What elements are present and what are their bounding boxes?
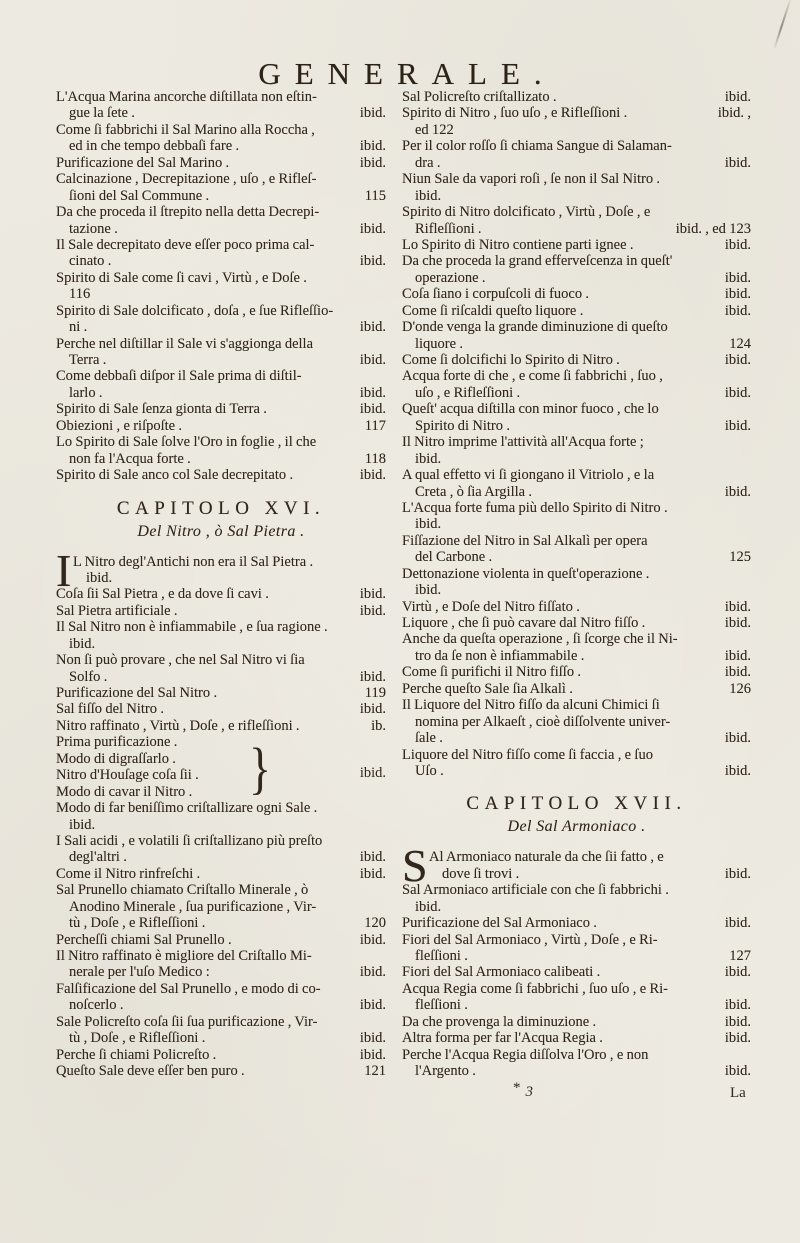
toc-line	[56, 948, 386, 964]
toc-line-text: Spirito di Sale anco col Sale decrepitato .	[56, 467, 294, 484]
toc-line	[56, 899, 386, 915]
toc-line-text: Creta , ò ſia Argilla .	[415, 483, 533, 500]
toc-line-text: Spirito di Nitro .	[415, 417, 510, 434]
toc-line-text: Il Nitro raffinato è migliore del Criſtallo Mi-	[56, 948, 312, 964]
toc-line-text: cinato .	[69, 253, 112, 270]
page-ref: 126	[729, 680, 751, 697]
toc-line-text: Dettonazione violenta in queſt'operazione .	[402, 565, 650, 582]
toc-line-text: Altra forma per far l'Acqua Regia .	[402, 1030, 603, 1047]
toc-line	[56, 751, 386, 767]
page-ref: ibid.	[359, 1030, 386, 1047]
toc-line-text: ibid.	[69, 816, 96, 833]
page-ref: ibid.	[724, 1013, 751, 1030]
signature-star: *	[513, 1080, 521, 1096]
toc-line	[56, 385, 386, 401]
page-ref: ibid.	[359, 253, 386, 270]
toc-line-text: Coſa ſii Sal Pietra , e da dove ſi cavi .	[56, 586, 269, 603]
signature-mark	[513, 1080, 533, 1100]
toc-line-text: ſale .	[415, 730, 443, 747]
toc-line	[56, 701, 386, 717]
toc-line-text: tazione .	[69, 220, 118, 237]
signature-number: 3	[525, 1084, 533, 1100]
toc-line-text: ni .	[69, 319, 88, 336]
toc-line-text: Sal Pietra artificiale .	[56, 602, 178, 619]
toc-line	[56, 669, 386, 685]
toc-line	[56, 138, 386, 154]
toc-line-text: Come ſi purifichi il Nitro fiſſo .	[402, 664, 582, 681]
page-ref: ibid.	[359, 220, 386, 237]
toc-line-text: ibid.	[69, 635, 96, 652]
toc-line	[56, 800, 386, 816]
toc-line-text: Percheſſi chiami Sal Prunello .	[56, 931, 232, 948]
page-ref: ibid. , ed 123	[675, 220, 751, 237]
toc-line-text: I Sali acidi , e volatili ſi criſtallizano più preſto	[56, 832, 323, 849]
toc-line	[402, 138, 751, 154]
page-ref: 119	[364, 685, 386, 701]
toc-line	[402, 500, 751, 516]
toc-line-text: Nitro d'Houſage coſa ſii .	[56, 767, 199, 784]
toc-line-text: Come ſi riſcaldi queſto liquore .	[402, 302, 584, 319]
left-column	[56, 89, 386, 1080]
toc-line-text: Come il Nitro rinfreſchi .	[56, 865, 201, 882]
toc-line-text: Solfo .	[69, 668, 108, 685]
toc-line-text: Niun Sale da vapori roſi , ſe non il Sal Nitro .	[402, 171, 661, 188]
chapter-subheading: Del Nitro , ò Sal Pietra .	[137, 522, 305, 540]
toc-line-text: Da che provenga la diminuzione .	[402, 1013, 597, 1030]
toc-line	[402, 981, 751, 997]
toc-line-text: Modo di digraſſarlo .	[56, 750, 176, 767]
toc-line	[56, 619, 386, 635]
page-ref: ibid.	[724, 915, 751, 932]
page-ref: ibid.	[359, 384, 386, 401]
toc-line	[402, 319, 751, 335]
page-ref: ibid.	[359, 997, 386, 1014]
page-ref: 115	[364, 187, 386, 204]
corner-scratch-mark	[774, 0, 792, 48]
toc-line	[56, 188, 386, 204]
toc-line-text: Acqua Regia come ſi fabbrichi , ſuo uſo , e Ri-	[402, 980, 668, 997]
toc-line-text: Spirito di Nitro , ſuo uſo , e Rifleſſioni .	[402, 105, 628, 122]
page-ref: ibid.	[359, 849, 386, 866]
brace: }	[249, 737, 272, 801]
toc-line	[56, 401, 386, 417]
toc-line-text: Da che proceda il ſtrepito nella detta Decrepi-	[56, 204, 320, 221]
toc-line-text: Sal fiſſo del Nitro .	[56, 701, 164, 718]
toc-line	[402, 237, 751, 253]
catchword: La	[730, 1085, 746, 1101]
toc-line	[402, 401, 751, 417]
page-ref: ibid.	[359, 138, 386, 155]
toc-line-text: Liquore del Nitro fiſſo come ſi faccia , e ſuo	[402, 746, 653, 763]
toc-line-text: Anche da queſta operazione , ſi ſcorge che il Ni-	[402, 631, 678, 648]
toc-line	[56, 303, 386, 319]
toc-line-text: L'Acqua Marina ancorche diſtillata non eſtin-	[56, 89, 317, 105]
toc-line-text: noſcerlo .	[69, 997, 124, 1014]
toc-line	[402, 188, 751, 204]
toc-line	[402, 1030, 751, 1046]
toc-line	[402, 899, 751, 915]
page-ref: ibid.	[724, 964, 751, 981]
toc-line	[56, 270, 386, 286]
toc-line	[73, 570, 386, 586]
page-ref: ibid.	[359, 401, 386, 418]
toc-line-text: Purificazione del Sal Armoniaco .	[402, 915, 597, 932]
drop-cap: I	[56, 544, 72, 596]
page-ref: ibid.	[359, 154, 386, 171]
toc-line-text: Nitro raffinato , Virtù , Doſe , e rifleſſioni .	[56, 717, 300, 734]
toc-line-text: Virtù , e Doſe del Nitro fiſſato .	[402, 598, 580, 615]
toc-line-text: fleſſioni .	[415, 948, 468, 964]
toc-line-text: Perche l'Acqua Regia diſſolva l'Oro , e non	[402, 1046, 649, 1063]
toc-line-text: del Carbone .	[415, 549, 493, 566]
toc-line-text: Sal Prunello chiamato Criſtallo Minerale , ò	[56, 882, 309, 899]
toc-line-text: ibid.	[415, 450, 442, 467]
toc-line	[402, 516, 751, 532]
toc-line-text: ibid.	[415, 582, 442, 599]
page-ref: ibid.	[724, 286, 751, 303]
toc-line	[56, 652, 386, 668]
toc-line	[56, 964, 386, 980]
page-ref: 120	[364, 915, 386, 932]
toc-line-text: Il Sale decrepitato deve eſſer poco prima cal-	[56, 236, 315, 253]
toc-line-text: Falſificazione del Sal Prunello , e modo di co-	[56, 980, 321, 997]
toc-line	[402, 915, 751, 931]
page-ref: ibid.	[359, 105, 386, 122]
page-ref: ibid.	[724, 154, 751, 171]
toc-line-text: Lo Spirito di Sale ſolve l'Oro in foglie , il che	[56, 434, 317, 451]
toc-line-text: D'onde venga la grande diminuzione di queſto	[402, 319, 668, 336]
toc-line-text: l'Argento .	[415, 1063, 476, 1080]
toc-line-text: Coſa ſiano i corpuſcoli di fuoco .	[402, 286, 590, 303]
toc-line-text: Modo di cavar il Nitro .	[56, 783, 193, 800]
toc-line	[402, 566, 751, 582]
toc-line-text: ibid.	[415, 187, 442, 204]
toc-line	[56, 105, 386, 121]
toc-line	[56, 368, 386, 384]
toc-line	[402, 105, 751, 121]
page-ref: ibid.	[359, 319, 386, 336]
toc-line	[56, 817, 386, 833]
toc-line-text: Sale Policreſto coſa ſii ſua purificazione , Vir-	[56, 1013, 318, 1030]
toc-line-text: Liquore , che ſi può cavare dal Nitro fiſſo .	[402, 615, 646, 631]
page-ref: ibid.	[724, 384, 751, 401]
page-ref: ib.	[371, 717, 386, 734]
page-ref: ibid.	[724, 417, 751, 434]
toc-line-text: non fa l'Acqua forte .	[69, 450, 191, 467]
page-ref: ibid.	[359, 586, 386, 603]
toc-line	[56, 434, 386, 450]
toc-line-text: Sal Policreſto criſtallizato .	[402, 89, 557, 105]
toc-line	[402, 1063, 751, 1079]
toc-line-text: ibid.	[86, 569, 113, 586]
toc-line-text: ed in che tempo debbaſi fare .	[69, 138, 240, 155]
toc-line-text: Sal Armoniaco artificiale con che ſi fabbrichi .	[402, 882, 669, 899]
toc-line	[402, 434, 751, 450]
toc-line-text: L'Acqua forte fuma più dello Spirito di Nitro .	[402, 499, 668, 516]
page-ref: 118	[364, 450, 386, 467]
page-ref: ibid.	[359, 701, 386, 718]
page-ref: ibid.	[724, 664, 751, 681]
page-ref: ibid.	[724, 269, 751, 286]
page-ref: ibid.	[359, 964, 386, 981]
page-ref: ibid.	[359, 931, 386, 948]
page-ref: ibid.	[724, 730, 751, 747]
toc-line-text: Come ſi dolcifichi lo Spirito di Nitro .	[402, 352, 620, 368]
toc-line-text: ibid.	[415, 516, 442, 533]
toc-line-text: Prima purificazione .	[56, 734, 178, 751]
toc-line	[402, 418, 751, 434]
brace-group	[56, 734, 386, 800]
toc-line	[56, 451, 386, 467]
page-ref: ibid.	[724, 352, 751, 368]
toc-line-text: dra .	[415, 154, 441, 171]
toc-line	[56, 204, 386, 220]
toc-line-text: Queſto Sale deve eſſer ben puro .	[56, 1063, 245, 1080]
toc-line	[56, 1047, 386, 1063]
toc-line-text: gue la ſete .	[69, 105, 135, 122]
page-ref: 117	[364, 417, 386, 434]
toc-line	[402, 1047, 751, 1063]
toc-line	[402, 352, 751, 368]
page-ref: ibid.	[359, 668, 386, 685]
toc-line-text: Rifleſſioni .	[415, 220, 482, 237]
toc-line	[402, 882, 751, 898]
toc-line-text: nomina per Alkaeſt , cioè diſſolvente univer-	[415, 713, 671, 730]
toc-line	[402, 533, 751, 549]
toc-line-text: nerale per l'uſo Medico :	[69, 964, 210, 981]
toc-line	[402, 648, 751, 664]
toc-line-text: tù , Doſe , e Rifleſſioni .	[69, 915, 206, 932]
toc-line	[402, 155, 751, 171]
toc-line	[402, 681, 751, 697]
toc-line	[402, 714, 751, 730]
page-ref: ibid.	[359, 1046, 386, 1063]
toc-line-text: ed 122	[415, 121, 454, 138]
right-column	[402, 89, 751, 1080]
toc-line	[56, 981, 386, 997]
page-ref: 127	[729, 948, 751, 964]
page-title: GENERALE.	[258, 56, 556, 91]
toc-line	[402, 286, 751, 302]
toc-line-text: Acqua forte di che , e come ſi fabbrichi , ſuo ,	[402, 368, 663, 385]
toc-line-text: Calcinazione , Decrepitazione , uſo , e Rifleſ-	[56, 171, 317, 188]
toc-line	[56, 122, 386, 138]
toc-line-text: uſo , e Rifleſſioni .	[415, 384, 521, 401]
toc-line	[56, 1063, 386, 1079]
toc-line	[402, 122, 751, 138]
page-ref: ibid.	[724, 997, 751, 1014]
toc-line	[56, 784, 386, 800]
toc-line	[73, 554, 386, 570]
toc-line	[402, 615, 751, 631]
toc-line-text: Perche queſto Sale ſia Alkalì .	[402, 680, 573, 697]
toc-line-text: Queſt' acqua diſtilla con minor fuoco , che lo	[402, 401, 659, 418]
toc-line	[56, 352, 386, 368]
toc-line	[402, 89, 751, 105]
toc-line-text: dove ſi trovi .	[442, 865, 520, 882]
toc-line-text: A qual effetto vi ſi giongano il Vitriolo , e la	[402, 467, 655, 484]
page-ref: ibid.	[359, 352, 386, 368]
toc-line	[56, 882, 386, 898]
toc-line	[402, 451, 751, 467]
toc-line-text: Per il color roſſo ſi chiama Sangue di Salaman-	[402, 138, 672, 155]
toc-line	[56, 319, 386, 335]
toc-line	[56, 718, 386, 734]
toc-line-text: Fiori del Sal Armoniaco , Virtù , Doſe , e Ri-	[402, 931, 658, 948]
toc-line	[56, 253, 386, 269]
toc-line	[402, 204, 751, 220]
toc-line	[56, 237, 386, 253]
page-ref: ibid.	[724, 89, 751, 105]
page-ref: ibid.	[724, 302, 751, 319]
chapter-heading: CAPITOLO XVI.	[116, 497, 326, 519]
toc-line	[56, 849, 386, 865]
toc-line-text: Perche ſi chiami Policreſto .	[56, 1046, 217, 1063]
toc-line	[402, 1014, 751, 1030]
page-ref: ibid.	[724, 598, 751, 615]
toc-line	[56, 89, 386, 105]
toc-line-text: Come ſi fabbrichi il Sal Marino alla Roccha ,	[56, 121, 315, 138]
toc-line	[56, 221, 386, 237]
toc-line	[402, 253, 751, 269]
toc-line-text: Come debbaſi diſpor il Sale prima di diſtil-	[56, 368, 302, 385]
toc-line-text: Al Armoniaco naturale da che ſii fatto , e	[429, 849, 664, 866]
page-ref: 121	[364, 1063, 386, 1080]
toc-line	[56, 866, 386, 882]
toc-line	[56, 636, 386, 652]
toc-line-text: Il Nitro imprime l'attività all'Acqua forte ;	[402, 434, 644, 451]
page-ref: ibid.	[359, 602, 386, 619]
toc-line	[56, 603, 386, 619]
toc-line	[402, 747, 751, 763]
toc-line-text: Obiezioni , e riſpoſte .	[56, 417, 183, 434]
toc-line	[429, 849, 751, 865]
toc-line	[402, 964, 751, 980]
page-ref: ibid.	[724, 865, 751, 882]
toc-line-text: degl'altri .	[69, 849, 127, 866]
toc-line	[402, 303, 751, 319]
toc-line	[402, 221, 751, 237]
toc-line-text: ſioni del Sal Commune .	[69, 187, 210, 204]
toc-line-text: fleſſioni .	[415, 997, 468, 1014]
page-ref: ibid. ,	[717, 105, 751, 122]
toc-line	[56, 418, 386, 434]
page-ref: ibid.	[359, 765, 386, 782]
toc-line	[56, 932, 386, 948]
toc-line	[402, 270, 751, 286]
toc-line-text: Uſo .	[415, 762, 444, 779]
page-ref: 125	[729, 549, 751, 566]
toc-line-text: Il Sal Nitro non è infiammabile , e ſua ragione .	[56, 619, 328, 636]
page-ref: ibid.	[724, 1030, 751, 1047]
toc-line	[56, 767, 386, 783]
toc-line	[402, 599, 751, 615]
toc-line	[56, 336, 386, 352]
page-ref: ibid.	[724, 1063, 751, 1080]
toc-line-text: Il Liquore del Nitro fiſſo da alcuni Chimici ſi	[402, 697, 660, 714]
toc-line-text: Non ſi può provare , che nel Sal Nitro vi ſia	[56, 652, 305, 669]
chapter-subheading: Del Sal Armoniaco .	[507, 818, 646, 836]
toc-line	[402, 484, 751, 500]
toc-line	[402, 631, 751, 647]
toc-line	[402, 763, 751, 779]
toc-line	[402, 582, 751, 598]
toc-line-text: tro da ſe non è infiammabile .	[415, 647, 585, 664]
toc-line-text: Spirito di Nitro dolcificato , Virtù , Doſe , e	[402, 204, 651, 221]
page-ref: 124	[729, 335, 751, 352]
toc-line	[402, 948, 751, 964]
toc-line	[56, 467, 386, 483]
toc-line-text: Da che proceda la grand efferveſcenza in queſt'	[402, 253, 673, 270]
page-ref: ibid.	[359, 865, 386, 882]
toc-line	[56, 734, 386, 750]
toc-line	[56, 685, 386, 701]
toc-line	[402, 730, 751, 746]
toc-line-text: Fiori del Sal Armoniaco calibeati .	[402, 964, 601, 981]
toc-line-text: Purificazione del Sal Marino .	[56, 154, 230, 171]
toc-line	[56, 286, 386, 302]
toc-line-text: Perche nel diſtillar il Sale vi s'aggionga della	[56, 335, 314, 352]
toc-line	[56, 586, 386, 602]
toc-line-text: Modo di far beniſſimo criſtallizare ogni Sale .	[56, 800, 318, 817]
toc-line	[56, 1014, 386, 1030]
toc-line	[429, 866, 751, 882]
toc-line	[402, 549, 751, 565]
toc-line	[402, 467, 751, 483]
toc-line	[402, 385, 751, 401]
toc-line	[402, 368, 751, 384]
toc-line	[402, 697, 751, 713]
toc-line-text: Fiſſazione del Nitro in Sal Alkalì per opera	[402, 532, 648, 549]
toc-line-text: L Nitro degl'Antichi non era il Sal Pietra .	[73, 553, 314, 570]
toc-line-text: Spirito di Sale ſenza gionta di Terra .	[56, 401, 267, 418]
toc-line-text: 116	[69, 286, 91, 303]
chapter-heading: CAPITOLO XVII.	[466, 793, 687, 815]
toc-line-text: Spirito di Sale come ſi cavi , Virtù , e Doſe .	[56, 269, 307, 286]
toc-line	[56, 171, 386, 187]
page-ref: ibid.	[724, 647, 751, 664]
drop-cap: S	[402, 840, 428, 892]
toc-line-text: liquore .	[415, 335, 464, 352]
toc-line-text: larlo .	[69, 384, 103, 401]
toc-line-text: Terra .	[69, 352, 107, 368]
toc-line	[56, 833, 386, 849]
toc-line	[56, 1030, 386, 1046]
page-ref: ibid.	[724, 615, 751, 631]
toc-line-text: Lo Spirito di Nitro contiene parti ignee .	[402, 236, 634, 253]
page-ref: ibid.	[724, 483, 751, 500]
page-ref: ibid.	[724, 762, 751, 779]
toc-line	[402, 664, 751, 680]
toc-line-text: Spirito di Sale dolcificato , doſa , e ſue Rifleſſio-	[56, 302, 334, 319]
toc-line	[402, 997, 751, 1013]
toc-line	[402, 932, 751, 948]
toc-line	[56, 155, 386, 171]
page-ref: ibid.	[359, 467, 386, 484]
toc-line	[402, 171, 751, 187]
toc-line	[56, 997, 386, 1013]
page-ref: ibid.	[724, 236, 751, 253]
toc-line-text: Anodino Minerale , ſua purificazione , Vir-	[69, 898, 317, 915]
toc-line-text: Purificazione del Sal Nitro .	[56, 685, 218, 701]
toc-line-text: operazione .	[415, 269, 486, 286]
toc-line-text: tù , Doſe , e Rifleſſioni .	[69, 1030, 206, 1047]
toc-line	[56, 915, 386, 931]
toc-line-text: ibid.	[415, 898, 442, 915]
toc-line	[402, 336, 751, 352]
